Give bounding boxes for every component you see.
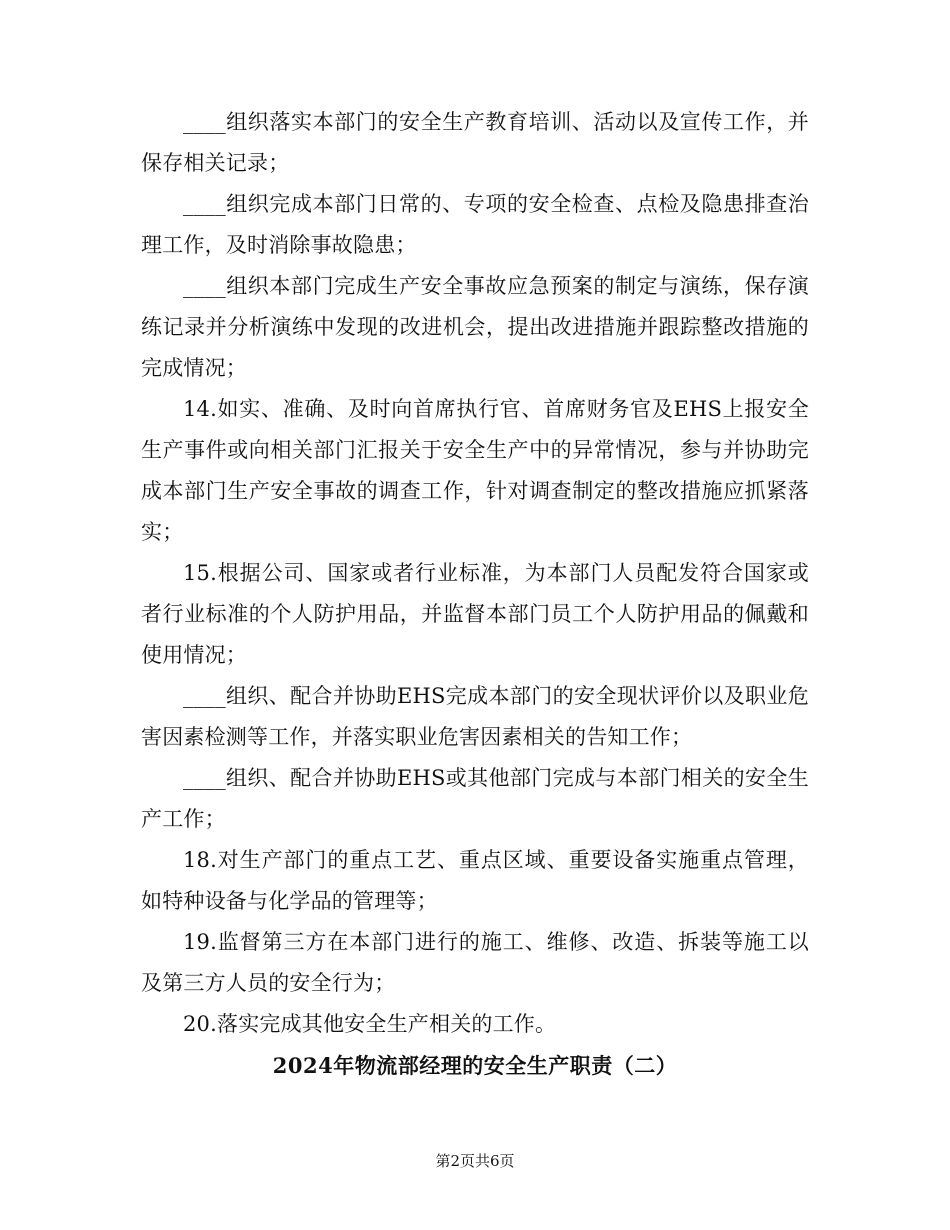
paragraph: 20.落实完成其他安全生产相关的工作。 [183,1012,557,1036]
document-body [141,102,809,1086]
paragraph: ____组织、配合并协助EHS完成本部门的安全现状评价以及职业危害因素检测等工作，并落实职业危害因素相关的告知工作； [141,684,809,749]
paragraph: ____组织落实本部门的安全生产教育培训、活动以及宣传工作，并保存相关记录； [141,110,809,175]
section-heading: 2024年物流部经理的安全生产职责（二） [272,1053,678,1078]
page-indicator: 第2页共6页 [435,1152,515,1170]
paragraph: ____组织、配合并协助EHS或其他部门完成与本部门相关的安全生产工作； [141,766,809,831]
paragraph: 18.对生产部门的重点工艺、重点区域、重要设备实施重点管理，如特种设备与化学品的管理等； [141,848,809,913]
paragraph: ____组织本部门完成生产安全事故应急预案的制定与演练，保存演练记录并分析演练中发现的改进机会，提出改进措施并跟踪整改措施的完成情况； [141,274,809,380]
paragraph: 14.如实、准确、及时向首席执行官、首席财务官及EHS上报安全生产事件或向相关部门汇报关于安全生产中的异常情况，参与并协助完成本部门生产安全事故的调查工作，针对调查制定的整改措施应抓紧落实； [141,397,809,544]
paragraph: ____组织完成本部门日常的、专项的安全检查、点检及隐患排查治理工作，及时消除事故隐患； [141,192,809,257]
paragraph: 15.根据公司、国家或者行业标准，为本部门人员配发符合国家或者行业标准的个人防护用品，并监督本部门员工个人防护用品的佩戴和使用情况； [141,561,809,667]
paragraph: 19.监督第三方在本部门进行的施工、维修、改造、拆装等施工以及第三方人员的安全行为； [141,930,809,995]
